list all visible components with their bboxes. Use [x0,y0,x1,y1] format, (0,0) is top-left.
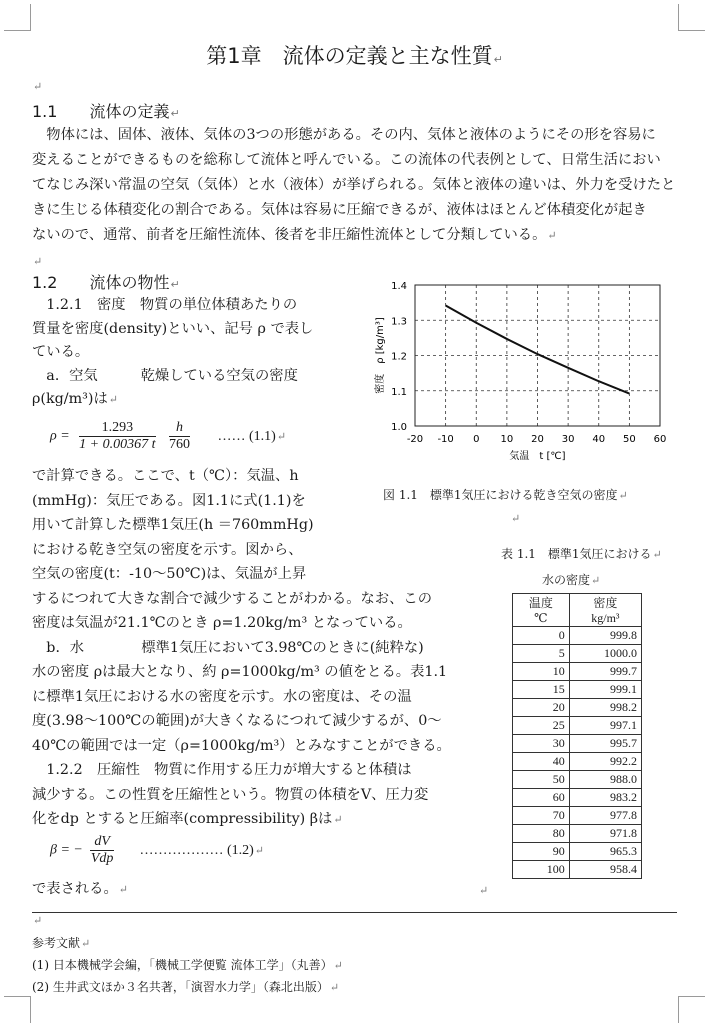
table-caption: 表 1.1 標準1気圧における↵ [501,547,662,561]
cell-density: 999.1 [569,681,641,699]
text-line: 密度は気温が21.1℃のとき ρ=1.20kg/m³ となっている。 [32,615,412,631]
x-tick-label: -20 [406,434,424,445]
table-row [513,627,642,645]
table-row [513,645,642,663]
cell-temperature: 10 [513,663,570,681]
text-line: 用いて計算した標準1気圧(h ＝760mmHg) [32,517,314,533]
formula-numerator-2: h [169,420,190,437]
empty-paragraph: ↵ [33,80,43,93]
formula-denominator: 1 + 0.00367 t [79,437,156,452]
empty-paragraph: ↵ [511,512,521,525]
header-temperature: 温度 ℃ [513,594,570,627]
table-row [513,861,642,879]
formula-label: ……………… (1.2) [139,842,254,858]
cell-density: 1000.0 [569,645,641,663]
formula-denominator-2: 760 [169,437,191,452]
cell-temperature: 80 [513,825,570,843]
formula-numerator: 1.293 [79,420,155,437]
section-heading-definition: 1.1 流体の定義↵ [32,102,180,121]
y-tick-label: 1.1 [391,386,407,398]
x-axis-label: 気温 t [℃] [509,451,566,462]
y-tick-label: 1.0 [391,422,407,433]
closing-line: で表される。↵ [32,881,128,897]
table-row [513,735,642,753]
text-line: ないので、通常、前者を圧縮性流体、後者を非圧縮性流体として分類している。↵ [32,227,557,243]
table-caption-line2: 水の密度↵ [542,573,601,587]
text-line: 40℃の範囲では一定（ρ=1000kg/m³）とみなすことができる。 [32,737,451,754]
table-row [513,717,642,735]
cell-temperature: 0 [513,627,570,645]
page-title: 第1章 流体の定義と主な性質↵ [206,44,503,68]
x-tick-label: 60 [653,434,667,445]
text-line: 1.2.1 密度 物質の単位体積あたりの [32,297,298,313]
crop-mark-bottom-right [678,996,705,1023]
cell-temperature: 100 [513,861,570,879]
text-line: で計算できる。ここで、t（℃）：気温、h [32,468,299,484]
formula-1-1: ρ = $\frac{1.293}{1 + 0.00367 t}$ $\frac{h}{760}$ …… (1.1)↵ [50,420,287,452]
table-row [513,843,642,861]
text-line: 空気の密度(t：-10～50℃)は、気温が上昇 [32,566,307,582]
crop-mark-top-right [678,4,705,31]
cell-density: 971.8 [569,825,641,843]
text-line: 減少する。この性質を圧縮性という。物質の体積をV、圧力変 [32,786,429,803]
text-line: 水の密度 ρは最大となり、約 ρ=1000kg/m³ の値をとる。表1.1 [32,664,448,680]
cell-temperature: 60 [513,789,570,807]
figure-caption: 図 1.1 標準1気圧における乾き空気の密度↵ [383,488,628,502]
text-line: きに生じる体積変化の割合である。気体は容易に圧縮できるが、液体はほとんど体積変化が起き [32,202,647,218]
cell-density: 958.4 [569,861,641,879]
formula-lhs: β = − [50,842,83,858]
x-tick-label: 20 [531,434,544,445]
cell-density: 988.0 [569,771,641,789]
table-row [513,699,642,717]
cell-density: 999.8 [569,627,641,645]
cell-density: 998.2 [569,699,641,717]
cell-density: 965.3 [569,843,641,861]
header-density: 密度 kg/m³ [569,594,641,627]
text-line: 変えることができるものを総称して流体と呼んでいる。この流体の代表例として、日常生活におい [32,152,661,168]
y-axis-label: 密度 ρ [kg/m³] [375,317,386,394]
x-tick-label: 0 [473,434,480,445]
cell-temperature: 25 [513,717,570,735]
formula-denominator: Vdp [90,851,114,866]
empty-paragraph: ↵ [479,884,489,897]
title-text: 第1章 流体の定義と主な性質 [206,44,493,68]
y-tick-label: 1.3 [391,316,407,328]
text-line: a．空気 乾燥している空気の密度 [32,367,298,384]
formula-lhs: ρ = [50,428,70,444]
crop-mark-bottom-left [4,996,31,1023]
cell-density: 977.8 [569,807,641,825]
text-line: 度(3.98～100℃の範囲)が大きくなるにつれて減少するが、0～ [32,713,442,729]
text-line: てなじみ深い常温の空気（気体）と水（液体）が挙げられる。気体と液体の違いは、外力を受けたと [32,177,676,193]
x-tick-label: 40 [592,434,606,445]
x-tick-label: 30 [561,434,575,445]
cell-density: 997.1 [569,717,641,735]
text-line: b．水 標準1気圧において3.98℃のときに(純粋な) [32,639,424,656]
cell-temperature: 20 [513,699,570,717]
cell-temperature: 15 [513,681,570,699]
water-density-table [512,593,642,879]
cell-density: 999.7 [569,663,641,681]
text-line: (mmHg)：気圧である。図1.1に式(1.1)を [32,492,306,509]
table-row [513,789,642,807]
text-line: に標準1気圧における水の密度を示す。水の密度は、その温 [32,688,412,705]
x-tick-label: 10 [500,434,514,445]
text-line: ρ(kg/m³)は↵ [32,391,118,407]
cell-temperature: 30 [513,735,570,753]
reference-item: (2) 生井武文ほか３名共著，「演習水力学」（森北出版）↵ [32,980,340,994]
text-line: 1.2.2 圧縮性 物質に作用する圧力が増大すると体積は [32,762,412,778]
empty-paragraph: ↵ [33,914,43,927]
text-line: するにつれて大きな割合で減少することがわかる。なお、この [32,590,433,607]
empty-paragraph: ↵ [33,255,43,268]
text-line: ている。 [32,344,90,360]
x-tick-label: 50 [623,434,636,445]
formula-numerator: dV [90,834,114,851]
cell-density: 983.2 [569,789,641,807]
text-line: 質量を密度(density)といい、記号 ρ で表し [32,320,314,337]
cell-temperature: 90 [513,843,570,861]
cell-temperature: 40 [513,753,570,771]
cell-temperature: 70 [513,807,570,825]
y-tick-label: 1.2 [391,351,407,363]
table-row [513,807,642,825]
table-row [513,663,642,681]
text-line: 化をdp とすると圧縮率(compressibility) βは↵ [32,811,343,827]
density-series-line [446,305,630,393]
density-chart [365,275,695,470]
table-row [513,753,642,771]
table-row [513,825,642,843]
cell-temperature: 50 [513,771,570,789]
cell-density: 992.2 [569,753,641,771]
table-row [513,681,642,699]
cell-temperature: 5 [513,645,570,663]
text-line: における乾き空気の密度を示す。図から、 [32,541,303,558]
references-divider [32,912,677,913]
cell-density: 995.7 [569,735,641,753]
x-tick-label: -10 [437,434,454,445]
chart-grid [415,285,660,426]
table-row [513,771,642,789]
text-line: 物体には、固体、液体、気体の3つの形態がある。その内、気体と液体のようにその形を容易に [32,127,656,143]
references-heading: 参考文献↵ [32,936,91,950]
y-tick-label: 1.4 [391,281,407,292]
crop-mark-top-left [4,4,31,31]
formula-1-2: β = − $\frac{dV}{\text{Vdp}}$ ……………… (1.2)↵ [50,834,264,866]
section-heading-properties: 1.2 流体の物性↵ [32,273,180,292]
reference-item: (1) 日本機械学会編，「機械工学便覧 流体工学」（丸善）↵ [32,958,343,972]
formula-label: …… (1.1) [217,428,276,444]
